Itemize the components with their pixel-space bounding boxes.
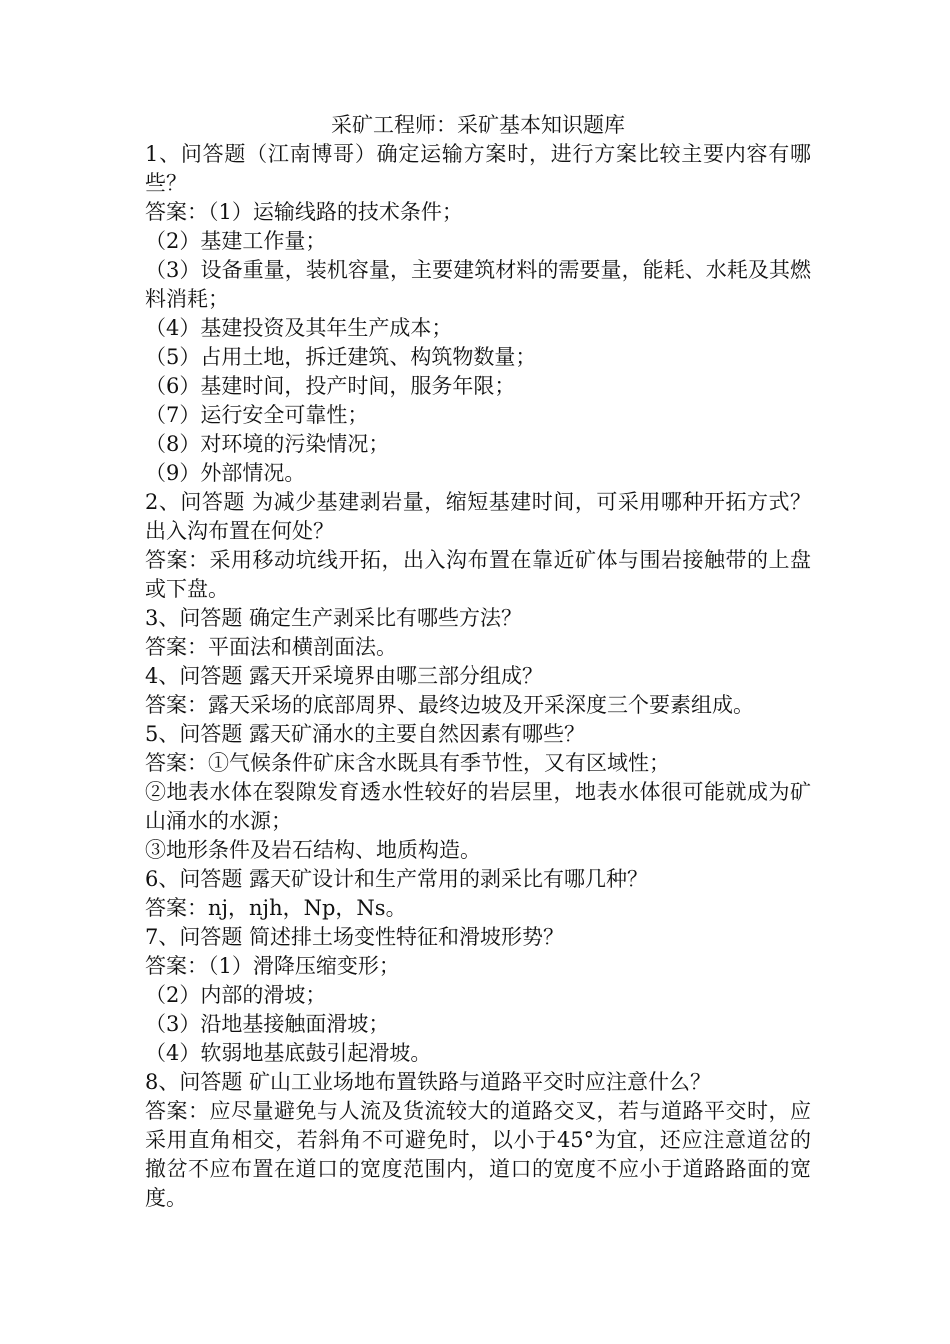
question-4: 4、问答题 露天开采境界由哪三部分组成？ bbox=[145, 664, 544, 688]
answer-1-item-3: （3）设备重量，装机容量，主要建筑材料的需要量，能耗、水耗及其燃料消耗； bbox=[145, 258, 811, 311]
answer-1-item-4: （4）基建投资及其年生产成本； bbox=[145, 316, 453, 340]
answer-1-item-1: 答案：（1）运输线路的技术条件； bbox=[145, 200, 463, 224]
answer-3: 答案：平面法和横剖面法。 bbox=[145, 635, 397, 659]
question-1: 1、问答题（江南博哥）确定运输方案时，进行方案比较主要内容有哪些？ bbox=[145, 142, 811, 195]
answer-4: 答案：露天采场的底部周界、最终边坡及开采深度三个要素组成。 bbox=[145, 693, 754, 717]
question-7: 7、问答题 简述排土场变性特征和滑坡形势？ bbox=[145, 925, 565, 949]
question-5: 5、问答题 露天矿涌水的主要自然因素有哪些？ bbox=[145, 722, 586, 746]
question-3: 3、问答题 确定生产剥采比有哪些方法？ bbox=[145, 606, 523, 630]
answer-7-item-4: （4）软弱地基底鼓引起滑坡。 bbox=[145, 1041, 432, 1065]
answer-1-item-9: （9）外部情况。 bbox=[145, 461, 306, 485]
question-6: 6、问答题 露天矿设计和生产常用的剥采比有哪几种？ bbox=[145, 867, 649, 891]
answer-7-item-1: 答案：（1）滑降压缩变形； bbox=[145, 954, 400, 978]
question-2: 2、问答题 为减少基建剥岩量，缩短基建时间，可采用哪种开拓方式？出入沟布置在何处？ bbox=[145, 490, 811, 543]
answer-1-item-5: （5）占用土地，拆迁建筑、构筑物数量； bbox=[145, 345, 537, 369]
answer-1-item-8: （8）对环境的污染情况； bbox=[145, 432, 390, 456]
answer-6: 答案：nj，njh，Np，Ns。 bbox=[145, 896, 407, 920]
question-8: 8、问答题 矿山工业场地布置铁路与道路平交时应注意什么？ bbox=[145, 1070, 712, 1094]
answer-1-item-2: （2）基建工作量； bbox=[145, 229, 327, 253]
answer-7-item-3: （3）沿地基接触面滑坡； bbox=[145, 1012, 390, 1036]
answer-5-item-3: ③地形条件及岩石结构、地质构造。 bbox=[145, 838, 481, 862]
answer-1-item-7: （7）运行安全可靠性； bbox=[145, 403, 369, 427]
answer-1-item-6: （6）基建时间，投产时间，服务年限； bbox=[145, 374, 516, 398]
answer-5-item-2: ②地表水体在裂隙发育透水性较好的岩层里，地表水体很可能就成为矿山涌水的水源； bbox=[145, 780, 811, 833]
answer-8: 答案：应尽量避免与人流及货流较大的道路交叉，若与道路平交时，应采用直角相交，若斜角不可避免时，以小于45°为宜，还应注意道岔的撤岔不应布置在道口的宽度范围内，道口的宽度不应小于道路路面的宽度。 bbox=[145, 1099, 811, 1210]
answer-2: 答案：采用移动坑线开拓，出入沟布置在靠近矿体与围岩接触带的上盘或下盘。 bbox=[145, 548, 811, 601]
document-title: 采矿工程师：采矿基本知识题库 bbox=[331, 113, 625, 137]
answer-7-item-2: （2）内部的滑坡； bbox=[145, 983, 327, 1007]
answer-5-item-1: 答案：①气候条件矿床含水既具有季节性，又有区域性； bbox=[145, 751, 670, 775]
document-body bbox=[145, 111, 811, 1213]
